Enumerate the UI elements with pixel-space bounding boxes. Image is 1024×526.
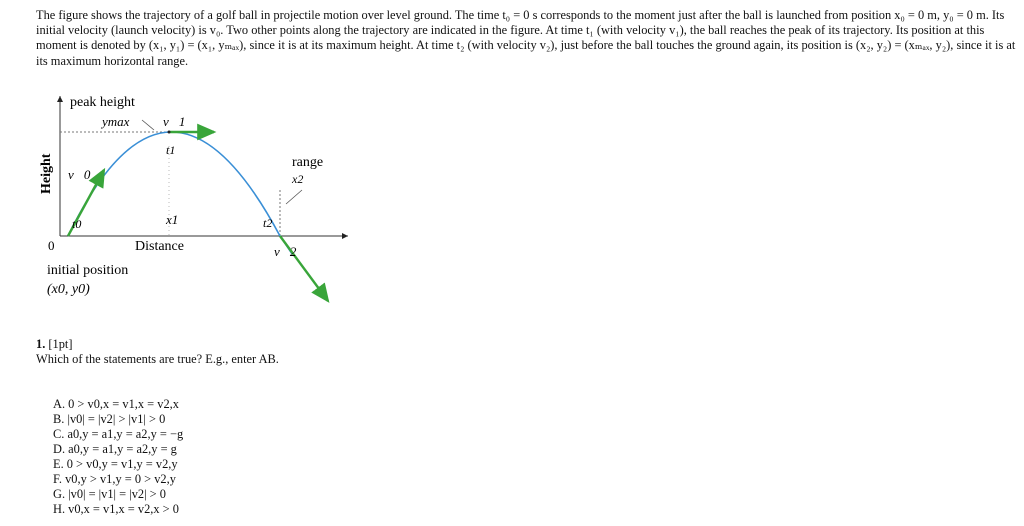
problem-intro-paragraph: The figure shows the trajectory of a golf ball in projectile motion over level ground. The time t₀ = 0 s corresponds to the moment just after the ball is launched from position x₀ = 0 m, y₀ = 0 m. Its initial velocity (launch velocity) is v₀. Two other points along the trajectory are indicated in the figure. At time t₁ (with velocity v₁), the ball reaches the peak of its trajectory. Its position at this moment is denoted by (x₁, y₁) = (x₁, yₘₐₓ), since it is at its maximum height. At time t₂ (with velocity v₂), just before the ball touches the ground again, its position is (x₂, y₂) = (xₘₐₓ, y₂), since it is at its maximum horizontal range. [36, 8, 1016, 68]
x1-label: x1 [166, 212, 179, 227]
t2-label: t2 [263, 216, 273, 230]
x2-label: x2 [292, 172, 304, 186]
origin-label: 0 [48, 238, 55, 253]
question-prompt: Which of the statements are true? E.g., enter AB. [36, 352, 279, 366]
option-h: H. v0,x = v1,x = v2,x > 0 [53, 502, 179, 516]
peak-height-label: peak height [70, 95, 135, 110]
v1-label: v⃗1 [163, 114, 186, 129]
question-number: 1. [36, 337, 46, 351]
initial-coords-label: (x0, y0) [47, 282, 90, 297]
ymax-pointer-line [142, 120, 154, 130]
option-c: C. a0,y = a1,y = a2,y = −g [53, 427, 184, 441]
initial-position-label: initial position [47, 263, 129, 278]
option-e: E. 0 > v0,y = v1,y = v2,y [53, 457, 178, 471]
options-list [53, 397, 183, 517]
v2-label: v⃗2 [274, 244, 297, 259]
option-g: G. |v0| = |v1| = |v2| > 0 [53, 487, 166, 501]
option-f: F. v0,y > v1,y = 0 > v2,y [53, 472, 176, 486]
height-axis-label: Height [39, 153, 54, 194]
ymax-label: ymax [102, 114, 130, 129]
question-points: [1pt] [48, 337, 73, 351]
option-b: B. |v0| = |v2| > |v1| > 0 [53, 412, 166, 426]
distance-label: Distance [135, 239, 184, 254]
t1-label: t1 [166, 143, 176, 157]
t0-label: t0 [72, 217, 82, 231]
option-d: D. a0,y = a1,y = a2,y = g [53, 442, 177, 456]
option-a: A. 0 > v0,x = v1,x = v2,x [53, 397, 179, 411]
question-block [36, 337, 279, 367]
range-label: range [292, 155, 324, 170]
trajectory-figure [30, 86, 360, 316]
question-header [36, 337, 279, 352]
peak-point [168, 131, 171, 134]
v0-label: v⃗0 [68, 167, 91, 182]
range-pointer-line [286, 190, 302, 204]
